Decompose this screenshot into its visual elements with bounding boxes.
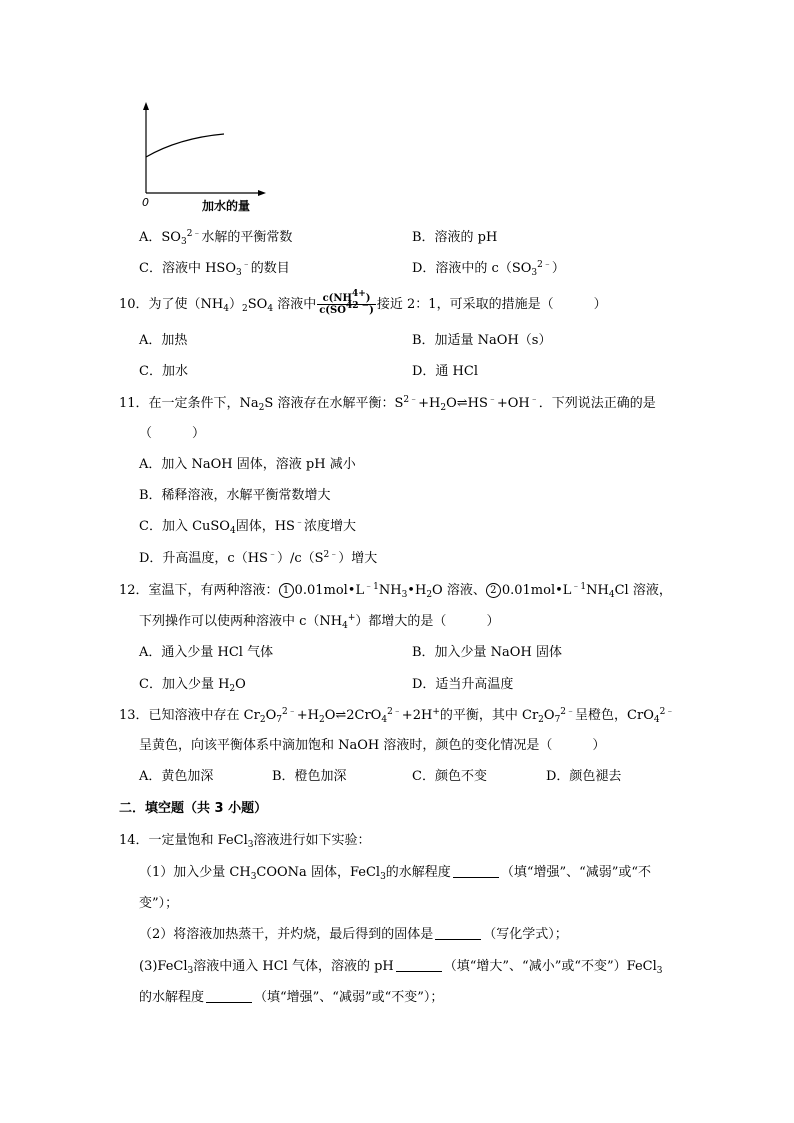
q11-stem: 11．在一定条件下，$Na_2S$ 溶液存在水解平衡：$S^{2﹣}+H_2O\rightleftharpoons HS^﹣+OH^﹣$．下列说法正确的是 [119,395,656,413]
answer-blank[interactable] [435,927,481,940]
q9-option-a: A．$SO_3^{2﹣}$水解的平衡常数 [139,229,293,247]
q9-option-b: B．溶液的 pH [412,230,498,245]
q12-option-c: C．加入少量 $H_2O$ [139,677,246,694]
q10-option-c: C．加水 [139,364,188,379]
concentration-ratio-fraction: $\frac{c(NH^{4+})}{c(SO^{42 -})}$ [319,289,374,316]
q11-option-b: B．稀释溶液，水解平衡常数增大 [139,488,331,503]
q10-option-b: B．加适量 NaOH（s） [412,333,552,348]
q14-part1-line2: 变”）； [139,896,179,911]
answer-blank[interactable] [396,959,442,972]
q9-option-c: C．溶液中 $HSO_3^﹣$的数目 [139,260,290,278]
origin-label: 0 [142,196,149,209]
q11-option-d: D．升高温度，$c(HS^﹣)/c(S^{2﹣})$增大 [139,550,378,566]
q13-stem-line2: 呈黄色，向该平衡体系中滴加饱和 NaOH 溶液时，颜色的变化情况是（ ） [139,738,606,753]
q11-option-a: A．加入 NaOH 固体，溶液 pH 减小 [139,457,356,472]
solution-1-marker: 1 [279,583,294,598]
q10-option-d: D．通 HCl [412,364,478,379]
y-axis-arrow [143,102,149,110]
q12-option-d: D．适当升高温度 [412,677,514,692]
x-axis-arrow [258,190,266,196]
q14-part3-line1: (3)FeCl$_3$溶液中通入 HCl 气体，溶液的 pH （填“增大”、“减小”或“不变”）FeCl$_3$ [139,959,663,976]
q9-option-d: D．溶液中的 $c(SO_3^{2﹣})$ [412,260,565,278]
section-title: 二．填空题（共 3 小题） [119,801,268,816]
q14-part2: （2）将溶液加热蒸干，并灼烧，最后得到的固体是 （写化学式）； [139,927,568,942]
q14-stem: 14．一定量饱和 FeCl$_3$溶液进行如下实验： [119,833,371,850]
q14-part3-line2: 的水解程度 （填“增强”、“减弱”或“不变”）； [139,990,444,1005]
q12-stem-line1: 12．室温下，有两种溶液： 1 $0.01mol•L^{﹣1}NH_3•H_2O$ 溶液、 2 $0.01mol•L^{﹣1}NH_4Cl$ 溶液， [119,582,672,600]
q14-part1-line1: （1）加入少量 $CH_3COONa$ 固体，FeCl$_3$的水解程度 （填“增强”、“减弱”或“不 [139,865,652,882]
q13-option-b: B．橙色加深 [272,769,347,784]
q13-option-c: C．颜色不变 [412,769,487,784]
solution-2-marker: 2 [486,583,501,598]
curve-line [146,134,224,157]
q11-option-c: C．加入 CuSO$_4$固体，HS﹣浓度增大 [139,518,356,536]
answer-blank[interactable] [453,865,499,878]
q13-option-d: D．颜色褪去 [546,769,622,784]
q12-option-b: B．加入少量 NaOH 固体 [412,645,562,660]
q12-stem-line2: 下列操作可以使两种溶液中 $c(NH_4^+)$都增大的是（ ） [139,613,500,631]
q10-option-a: A．加热 [139,333,188,348]
q10-stem: 10．为了使$(NH_4)_2SO_4$ 溶液中 $\frac{c(NH^{4+})}{c(SO^{42 -})}$ 接近 2：1，可采取的措施是（ ） [119,289,607,316]
q12-option-a: A．通入少量 HCl 气体 [139,645,274,660]
q11-answer-paren: （ ） [139,426,206,441]
x-axis-label: 加水的量 [202,199,251,213]
curve-graph [134,100,274,215]
answer-blank[interactable] [206,990,252,1003]
q13-stem-line1: 13．已知溶液中存在 $Cr_2O_7^{2﹣}+H_2O\rightleftharpoons 2CrO_4^{2﹣}+2H^+$的平衡，其中 $Cr_2O_7^{2﹣}$呈橙色，CrO$_4^{2﹣}$ [119,707,675,725]
q13-option-a: A．黄色加深 [139,769,214,784]
